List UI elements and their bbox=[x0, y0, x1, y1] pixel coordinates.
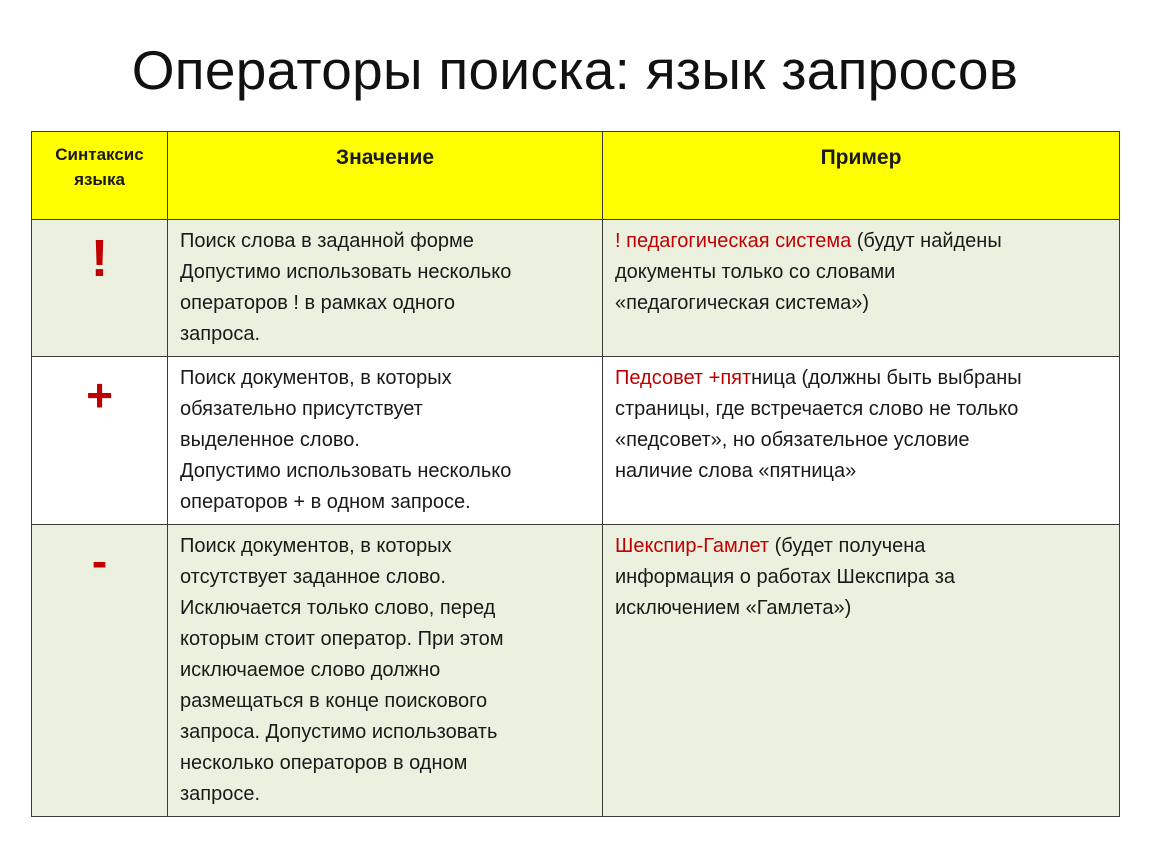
header-row bbox=[32, 132, 1120, 220]
header-meaning: Значение bbox=[168, 132, 603, 220]
header-example: Пример bbox=[603, 132, 1120, 220]
operators-table bbox=[31, 131, 1120, 817]
table-row bbox=[32, 357, 1120, 525]
example-cell: Шекспир-Гамлет (будет получена информация о работах Шекспира за исключением «Гамлета») bbox=[603, 525, 1120, 817]
slide-title: Операторы поиска: язык запросов bbox=[131, 39, 1019, 101]
operator-symbol-minus: - bbox=[32, 525, 168, 817]
table-row bbox=[32, 525, 1120, 817]
meaning-cell: Поиск документов, в которых отсутствует заданное слово. Исключается только слово, перед которым стоит оператор. При этом исключаемое слово должно размещаться в конце поискового запроса. Допустимо использовать несколько операторов в одном запросе. bbox=[168, 525, 603, 817]
meaning-cell: Поиск документов, в которых обязательно присутствует выделенное слово. Допустимо использовать несколько операторов + в одном запросе. bbox=[168, 357, 603, 525]
example-query: ! педагогическая система bbox=[615, 230, 852, 252]
example-query: Педсовет +пят bbox=[615, 367, 752, 389]
header-syntax: Синтаксис языка bbox=[32, 132, 168, 220]
example-cell: ! педагогическая система (будут найдены документы только со словами «педагогическая система») bbox=[603, 220, 1120, 357]
meaning-cell: Поиск слова в заданной форме Допустимо использовать несколько операторов ! в рамках одного запроса. bbox=[168, 220, 603, 357]
example-query: Шекспир-Гамлет bbox=[615, 535, 770, 557]
operator-symbol-exclamation: ! bbox=[32, 220, 168, 357]
example-cell: Педсовет +пятница (должны быть выбраны страницы, где встречается слово не только «педсовет», но обязательное условие наличие слова «пятница» bbox=[603, 357, 1120, 525]
operator-symbol-plus: + bbox=[32, 357, 168, 525]
table-row bbox=[32, 220, 1120, 357]
